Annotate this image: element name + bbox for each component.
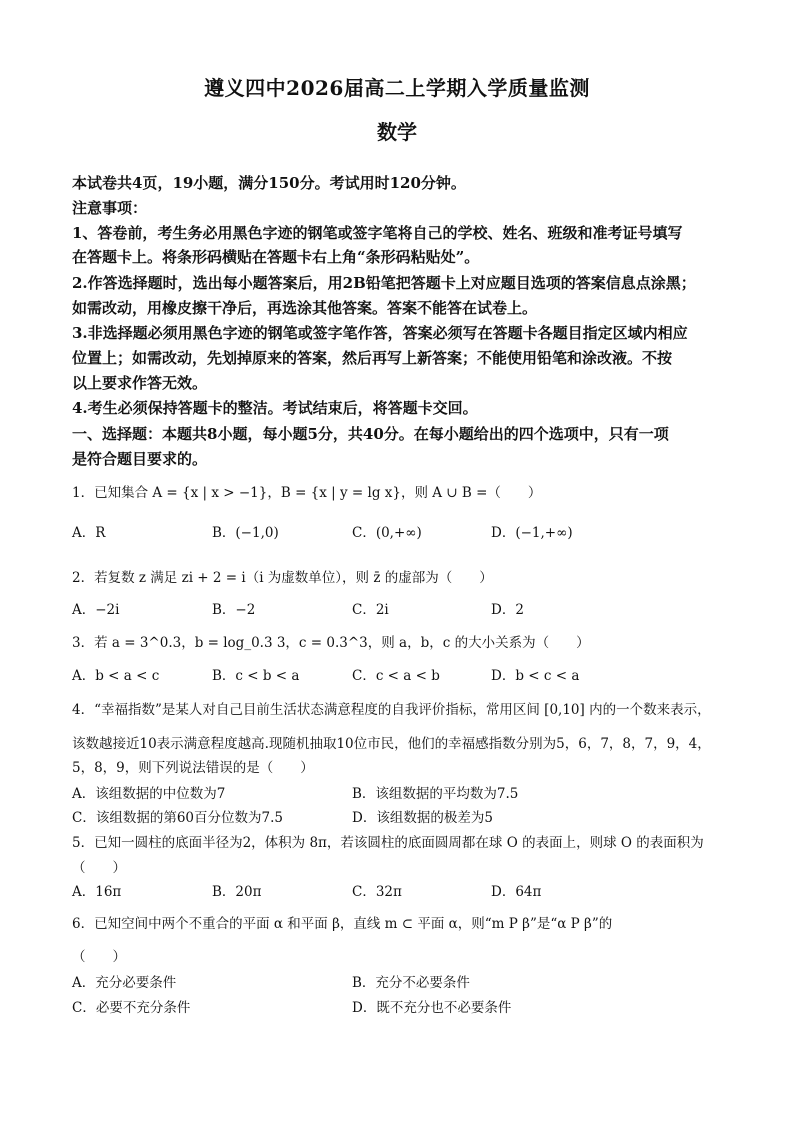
question-6-stem: （ ）: [72, 949, 126, 965]
q6-option-c: C．必要不充分条件: [72, 1000, 191, 1016]
note-line: 4.考生必须保持答题卡的整洁。考试结束后，将答题卡交回。: [72, 399, 478, 417]
q5-option-b: B．20π: [212, 884, 262, 900]
note-line: 1、答卷前，考生务必用黑色字迹的钢笔或签字笔将自己的学校、姓名、班级和准考证号填写: [72, 224, 683, 242]
q5-option-d: D．64π: [491, 884, 542, 900]
section-heading: 是符合题目要求的。: [72, 450, 208, 468]
q1-option-b: B．(−1,0): [212, 525, 279, 541]
question-6-stem: 6．已知空间中两个不重合的平面 α 和平面 β，直线 m ⊂ 平面 α，则“m P β”是“α P β”的: [72, 916, 613, 932]
q6-option-a: A．充分必要条件: [72, 975, 177, 991]
note-line: 如需改动，用橡皮擦干净后，再选涂其他答案。答案不能答在试卷上。: [72, 299, 538, 317]
question-5-stem: （ ）: [72, 860, 126, 876]
q2-option-d: D．2: [491, 602, 524, 618]
note-line: 位置上；如需改动，先划掉原来的答案，然后再写上新答案；不能使用铅笔和涂改液。不按: [72, 349, 673, 367]
q2-option-a: A．−2i: [72, 602, 120, 618]
section-heading: 一、选择题：本题共8小题，每小题5分，共40分。在每小题给出的四个选项中，只有一项: [72, 425, 669, 443]
q6-option-b: B．充分不必要条件: [352, 975, 470, 991]
question-4-stem: 5，8，9，则下列说法错误的是（ ）: [72, 760, 314, 776]
q3-option-b: B．c < b < a: [212, 668, 300, 684]
question-2-stem: 2．若复数 z 满足 zi + 2 = i（i 为虚数单位），则 z̄ 的虚部为（ ）: [72, 570, 493, 586]
question-4-stem: 4．“幸福指数”是某人对自己目前生活状态满意程度的自我评价指标，常用区间 [0,10] 内的一个数来表示，: [72, 702, 711, 718]
notice-title: 注意事项：: [72, 199, 148, 217]
q1-option-a: A．R: [72, 525, 106, 541]
q4-option-d: D．该组数据的极差为5: [352, 810, 493, 826]
exam-subject: 数学: [377, 120, 417, 144]
q3-option-d: D．b < c < a: [491, 668, 580, 684]
q3-option-a: A．b < a < c: [72, 668, 160, 684]
question-5-stem: 5．已知一圆柱的底面半径为2，体积为 8π，若该圆柱的底面圆周都在球 O 的表面上，则球 O 的表面积为: [72, 835, 704, 851]
q4-option-c: C．该组数据的第60百分位数为7.5: [72, 810, 283, 826]
q2-option-b: B．−2: [212, 602, 256, 618]
note-line: 以上要求作答无效。: [72, 374, 208, 392]
q1-option-c: C．(0,+∞): [352, 525, 422, 541]
q3-option-c: C．c < a < b: [352, 668, 440, 684]
exam-title: 遵义四中2026届高二上学期入学质量监测: [204, 76, 590, 100]
exam-summary: 本试卷共4页，19小题，满分150分。考试用时120分钟。: [72, 174, 466, 192]
question-4-stem: 该数越接近10表示满意程度越高.现随机抽取10位市民，他们的幸福感指数分别为5，6，7，8，7，9，4，: [72, 736, 711, 752]
note-line: 2.作答选择题时，选出每小题答案后，用2B铅笔把答题卡上对应题目选项的答案信息点涂黑；: [72, 274, 696, 292]
q5-option-c: C．32π: [352, 884, 402, 900]
q5-option-a: A．16π: [72, 884, 122, 900]
q1-option-d: D．(−1,+∞): [491, 525, 573, 541]
question-1-stem: 1．已知集合 A = {x | x > −1}，B = {x | y = lg x}，则 A ∪ B =（ ）: [72, 485, 542, 501]
note-line: 在答题卡上。将条形码横贴在答题卡右上角“条形码粘贴处”。: [72, 248, 480, 266]
q2-option-c: C．2i: [352, 602, 389, 618]
question-3-stem: 3．若 a = 3^0.3，b = log_0.3 3，c = 0.3^3，则 a，b，c 的大小关系为（ ）: [72, 635, 590, 651]
note-line: 3.非选择题必须用黑色字迹的钢笔或签字笔作答，答案必须写在答题卡各题目指定区域内相应: [72, 324, 688, 342]
q4-option-a: A．该组数据的中位数为7: [72, 786, 226, 802]
q6-option-d: D．既不充分也不必要条件: [352, 1000, 512, 1016]
q4-option-b: B．该组数据的平均数为7.5: [352, 786, 519, 802]
